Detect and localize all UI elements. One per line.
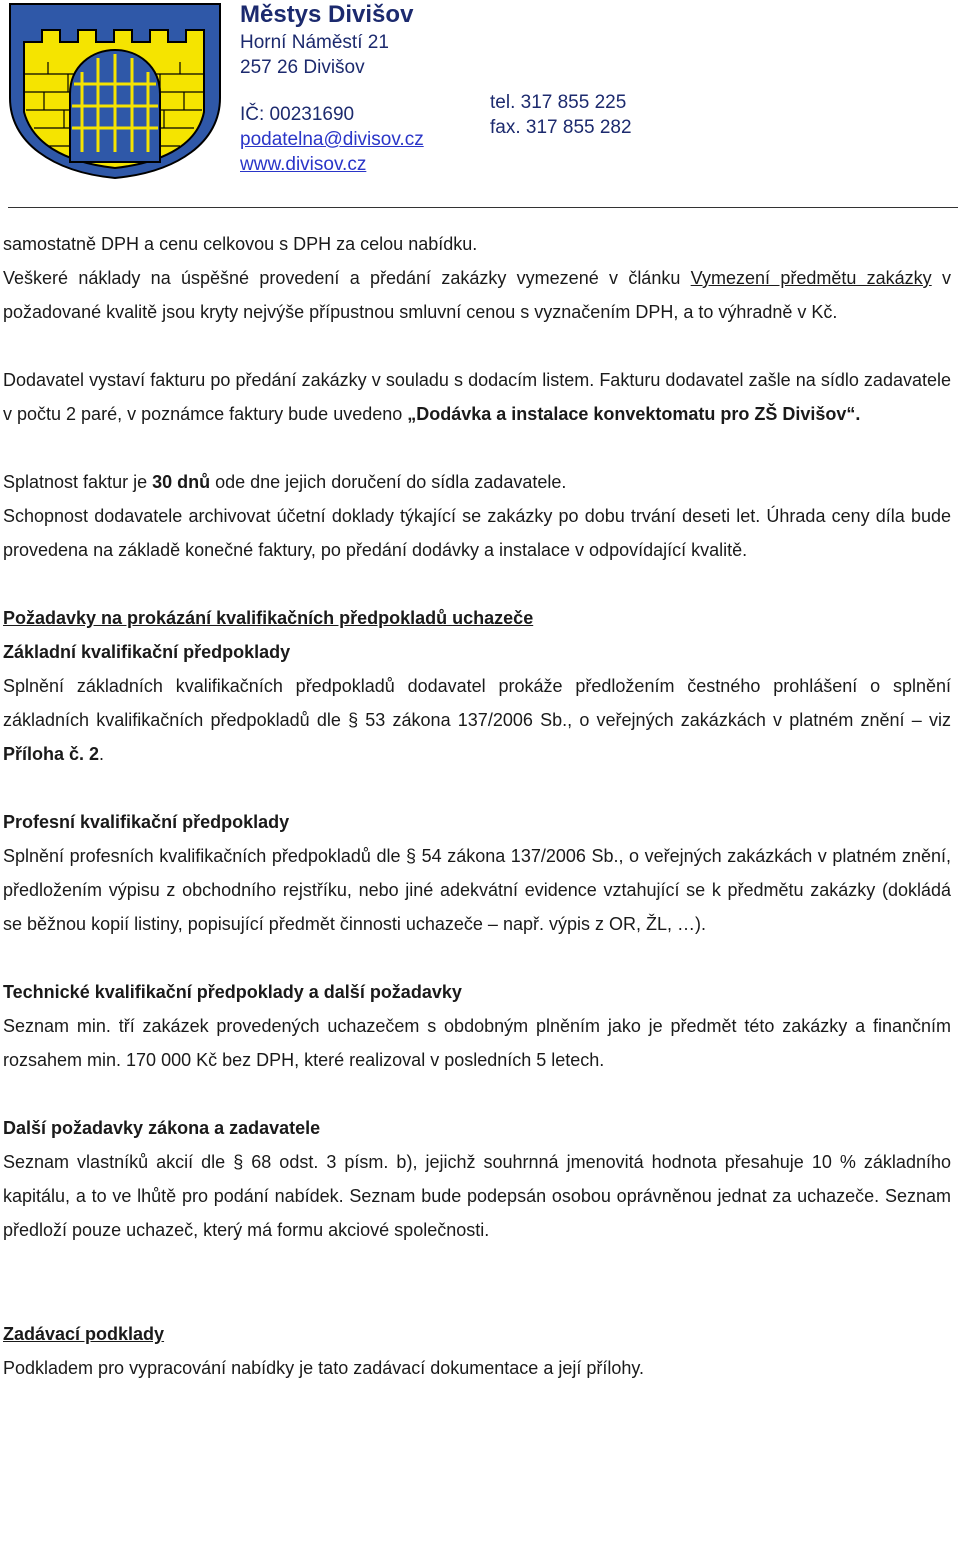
letterhead: [0, 0, 960, 212]
due-days: 30 dnů: [152, 472, 211, 492]
paragraph-archive: Schopnost dodavatele archivovat účetní doklady týkající se zakázky po dobu trvání deseti let. Úhrada ceny díla bude provedena na základě konečné faktury, po předání dodávky a instalace v odpovídající kvalitě.: [3, 506, 951, 560]
street-address: Horní Náměstí 21: [240, 32, 389, 53]
text: Splnění profesních kvalifikačních předpokladů dle: [3, 846, 407, 866]
heading-basic: Základní kvalifikační předpoklady: [3, 642, 291, 662]
paragraph-technical: Seznam min. tří zakázek provedených uchazečem s obdobným plněním jako je předmět této zakázky a finančním rozsahem min. 170 000 Kč bez DPH, které realizoval v posledních 5 letech.: [3, 1016, 951, 1070]
section-sign: §: [348, 710, 359, 730]
paragraph-professional: [3, 839, 951, 941]
document-body: [3, 227, 951, 1385]
paragraph-invoice: [3, 363, 951, 431]
text: Veškeré náklady na úspěšné provedení a předání zakázky vymezené v článku: [3, 268, 691, 288]
appendix-ref: Příloha č. 2: [3, 744, 100, 764]
contact-phones: [490, 90, 632, 140]
ico-number: IČ: 00231690: [240, 104, 355, 125]
heading-other: Další požadavky zákona a zadavatele: [3, 1118, 321, 1138]
section-sign: §: [406, 846, 417, 866]
email-link[interactable]: podatelna@divisov.cz: [240, 129, 424, 150]
coat-of-arms-icon: [8, 2, 222, 180]
text: 53 zákona 137/2006 Sb., o veřejných zakázkách v platném znění – viz: [358, 710, 951, 730]
section-sign: §: [233, 1152, 244, 1172]
telephone: tel. 317 855 225: [490, 92, 627, 113]
municipality-name: Městys Divišov: [240, 1, 414, 28]
paragraph-basic: [3, 669, 951, 771]
city-address: 257 26 Divišov: [240, 57, 365, 78]
text: Splnění základních kvalifikačních předpokladů dodavatel prokáže předložením čestného prohlášení o splnění základních kvalifikačních předpokladů dle: [3, 676, 951, 730]
municipality-address: [240, 0, 424, 177]
fax: fax. 317 855 282: [490, 117, 632, 138]
text: Dodavatel vystaví fakturu po předání zakázky v souladu s dodacím listem. Fakturu dodavatel zašle na sídlo zadavatele v počtu 2 paré, v poznámce faktury bude uvedeno: [3, 370, 951, 424]
invoice-note: „Dodávka a instalace konvektomatu pro ZŠ Divišov“.: [407, 404, 861, 424]
paragraph-costs: [3, 261, 951, 329]
heading-documents: Zadávací podklady: [3, 1324, 165, 1344]
text: Splatnost faktur je: [3, 472, 153, 492]
text: 54 zákona 137/2006 Sb., o veřejných zakázkách v platném znění, předložením výpisu z obchodního rejstříku, nebo jiné adekvátní evidence vztahující se k předmětu zakázky (dokládá se běžnou kopií listiny, popisující předmět činnosti uchazeče – např. výpis z OR, ŽL, …).: [3, 846, 951, 934]
paragraph-price: samostatně DPH a cenu celkovou s DPH za celou nabídku.: [3, 234, 478, 254]
text: .: [99, 744, 105, 764]
paragraph-other: [3, 1145, 951, 1247]
subject-link[interactable]: Vymezení předmětu zakázky: [690, 268, 932, 288]
header-divider: [8, 207, 958, 208]
paragraph-documents: Podkladem pro vypracování nabídky je tato zadávací dokumentace a její přílohy.: [3, 1358, 645, 1378]
web-link[interactable]: www.divisov.cz: [240, 154, 367, 175]
text: v požadované kvalitě jsou kryty nejvýše přípustnou smluvní cenou s vyznačením DPH, a to výhradně v Kč.: [3, 268, 951, 322]
heading-technical: Technické kvalifikační předpoklady a další požadavky: [3, 982, 462, 1002]
text: Seznam vlastníků akcií dle: [3, 1152, 234, 1172]
heading-professional: Profesní kvalifikační předpoklady: [3, 812, 290, 832]
heading-qualification: Požadavky na prokázání kvalifikačních předpokladů uchazeče: [3, 608, 534, 628]
text: ode dne jejich doručení do sídla zadavatele.: [210, 472, 567, 492]
text: 68 odst. 3 písm. b), jejichž souhrnná jmenovitá hodnota přesahuje 10 % základního kapitálu, a to ve lhůtě pro podání nabídek. Seznam bude podepsán osobou oprávněnou jednat za uchazeče. Seznam předloží pouze uchazeč, který má formu akciové společnosti.: [3, 1152, 951, 1240]
paragraph-due: [3, 465, 951, 499]
